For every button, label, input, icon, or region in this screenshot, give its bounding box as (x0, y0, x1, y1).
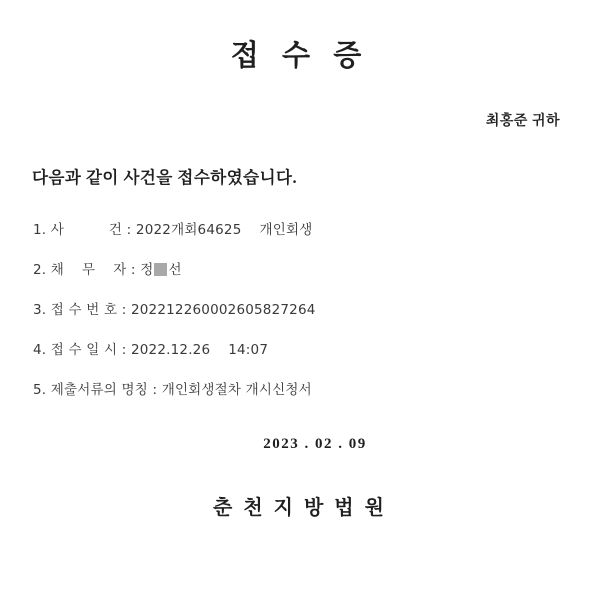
item-number: 4. (33, 342, 47, 358)
item-label: 사 건 : (50, 222, 132, 238)
item-value: 개인회생절차 개시신청서 (161, 382, 312, 398)
item-list (0, 218, 600, 398)
issue-date: 2023 . 02 . 09 (263, 436, 367, 452)
item-value-prefix: 정 (140, 262, 154, 278)
list-item (33, 298, 600, 318)
page-title: 접 수 증 (230, 40, 370, 72)
item-number: 2. (33, 262, 47, 278)
list-item (33, 338, 600, 358)
item-label: 접 수 번 호 : (50, 302, 127, 318)
list-item (33, 258, 600, 278)
item-number: 1. (33, 222, 47, 238)
court-name: 춘 천 지 방 법 원 (213, 497, 387, 519)
item-number: 3. (33, 302, 47, 318)
item-label: 채 무 자 : (50, 262, 136, 278)
document-page (0, 33, 600, 601)
item-label: 제출서류의 명칭 : (50, 382, 158, 398)
lead-sentence: 다음과 같이 사건을 접수하였습니다. (32, 168, 298, 187)
item-number: 5. (33, 382, 47, 398)
item-value: 2022개회64625 개인회생 (135, 222, 313, 238)
item-value-suffix: 선 (168, 262, 182, 278)
recipient-name: 최홍준 귀하 (485, 114, 560, 129)
list-item (33, 378, 600, 398)
item-value: 202212260002605827264 (130, 302, 316, 318)
redaction-block (154, 263, 167, 276)
list-item (33, 218, 600, 238)
item-label: 접 수 일 시 : (50, 342, 127, 358)
item-value: 2022.12.26 14:07 (130, 342, 269, 358)
